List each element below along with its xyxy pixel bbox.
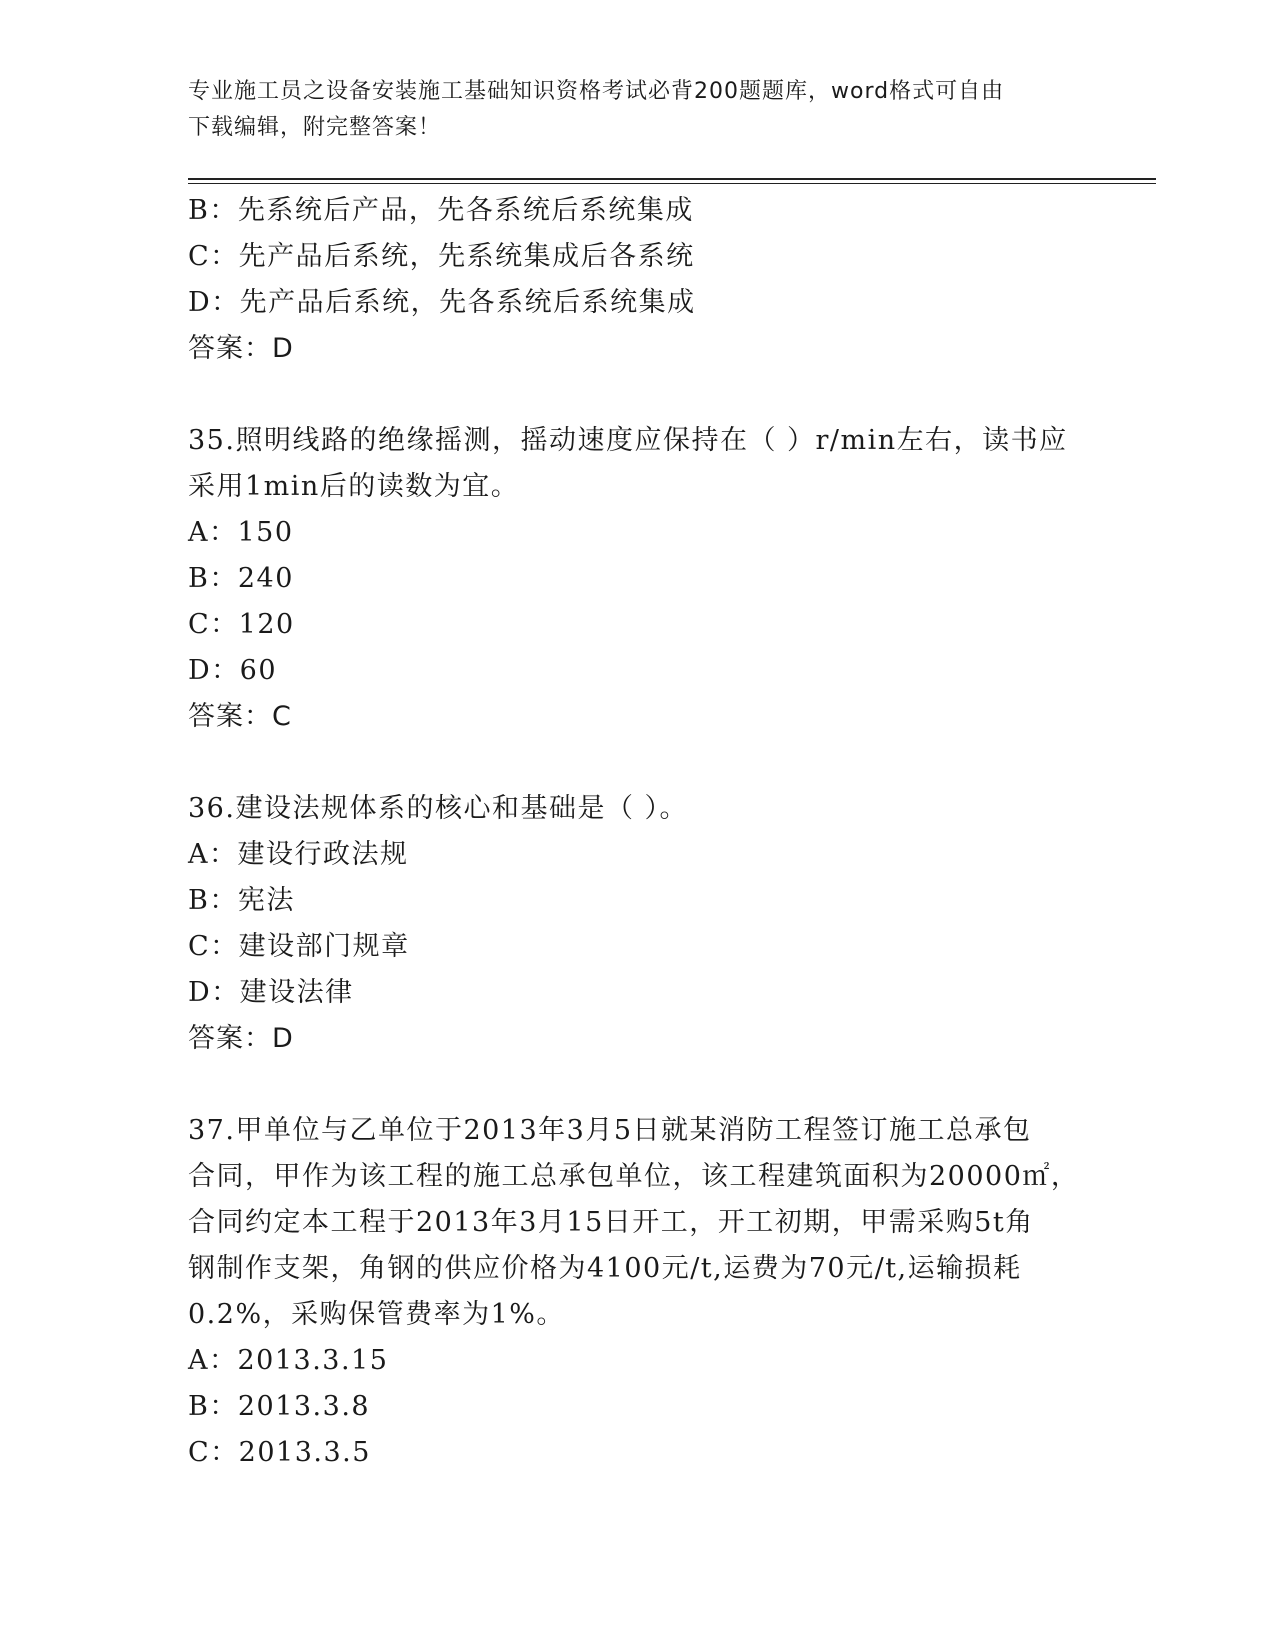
answer-line: 答案：C <box>188 701 292 732</box>
spacer <box>188 1062 1088 1108</box>
question-text-line: 37.甲单位与乙单位于2013年3月5日就某消防工程签订施工总承包 <box>188 1115 1032 1146</box>
spacer <box>188 740 1088 786</box>
option-c: C：先产品后系统，先系统集成后各系统 <box>188 241 695 272</box>
answer-line: 答案：D <box>188 1023 294 1054</box>
question-text-line: 35.照明线路的绝缘摇测，摇动速度应保持在（ ）r/min左右，读书应 <box>188 425 1068 456</box>
spacer <box>188 372 1088 418</box>
header-line-2: 下载编辑，附完整答案！ <box>188 115 442 140</box>
question-37 <box>188 1108 1088 1476</box>
question-text-line: 钢制作支架，角钢的供应价格为4100元/t,运费为70元/t,运输损耗 <box>188 1253 1022 1284</box>
question-text-line: 采用1min后的读数为宜。 <box>188 471 520 502</box>
option-b: B：2013.3.8 <box>188 1391 371 1422</box>
prev-question <box>188 188 1088 372</box>
answer-line: 答案：D <box>188 333 294 364</box>
option-c: C：2013.3.5 <box>188 1437 371 1468</box>
option-d: D：建设法律 <box>188 977 354 1008</box>
option-a: A：2013.3.15 <box>188 1345 389 1376</box>
question-36 <box>188 786 1088 1062</box>
option-c: C：120 <box>188 609 295 640</box>
question-35 <box>188 418 1088 740</box>
question-text-line: 合同，甲作为该工程的施工总承包单位，该工程建筑面积为20000㎡， <box>188 1161 1080 1192</box>
header-line-1: 专业施工员之设备安装施工基础知识资格考试必背200题题库，word格式可自由 <box>188 79 1005 104</box>
option-b: B：先系统后产品，先各系统后系统集成 <box>188 195 694 226</box>
question-text-line: 0.2%，采购保管费率为1%。 <box>188 1299 565 1330</box>
option-b: B：240 <box>188 563 294 594</box>
option-d: D：先产品后系统，先各系统后系统集成 <box>188 287 696 318</box>
document-header <box>188 74 1068 146</box>
option-c: C：建设部门规章 <box>188 931 410 962</box>
option-a: A：建设行政法规 <box>188 839 409 870</box>
header-divider-top <box>188 178 1156 180</box>
option-d: D：60 <box>188 655 278 686</box>
question-text-line: 合同约定本工程于2013年3月15日开工，开工初期，甲需采购5t角 <box>188 1207 1034 1238</box>
header-divider-bottom <box>188 183 1156 184</box>
option-b: B：宪法 <box>188 885 295 916</box>
question-text-line: 36.建设法规体系的核心和基础是（ ）。 <box>188 793 689 824</box>
option-a: A：150 <box>188 517 294 548</box>
question-content <box>188 188 1088 1476</box>
